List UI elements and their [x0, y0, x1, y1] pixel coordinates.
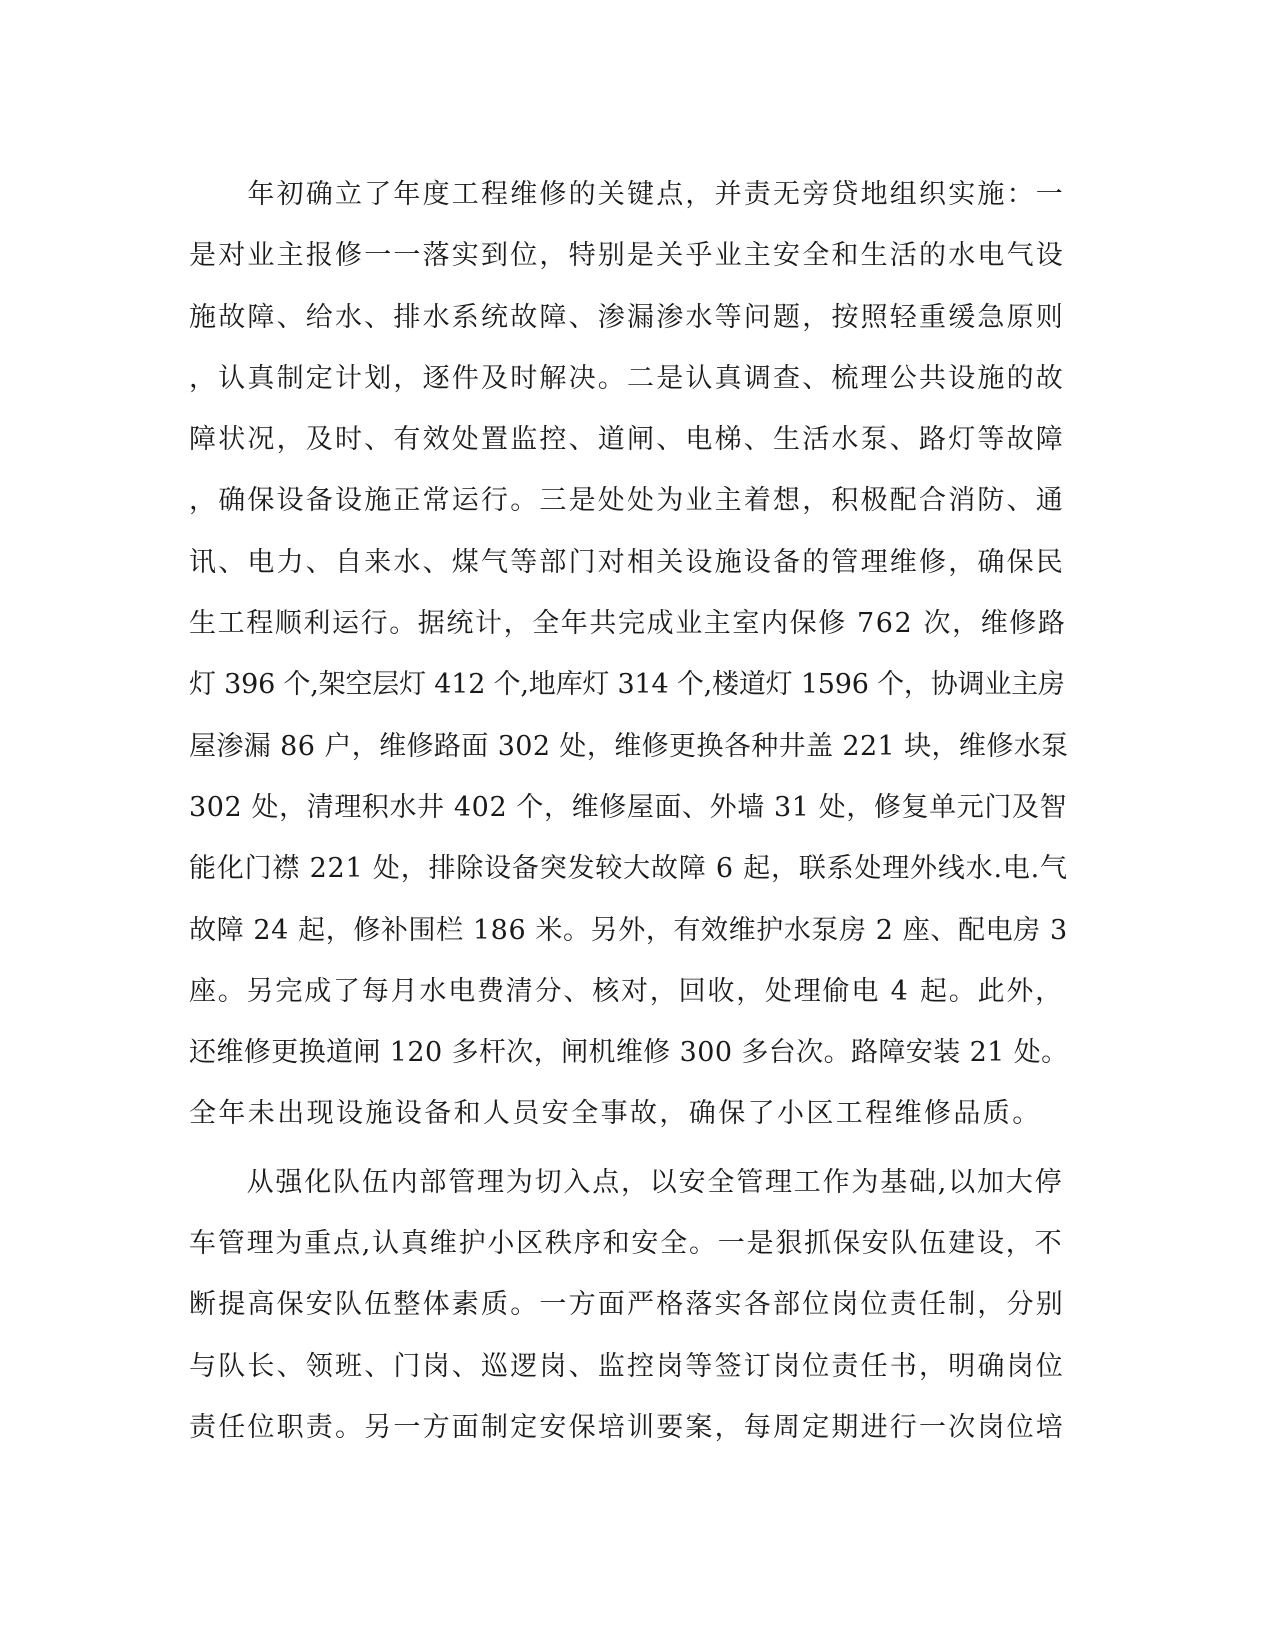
paragraph-line: 还维修更换道闸 120 多杆次，闸机维修 300 多台次。路障安装 21 处。: [189, 1037, 1069, 1069]
paragraph-line: 屋渗漏 86 户，维修路面 302 处，维修更换各种井盖 221 块，维修水泵: [189, 730, 1069, 762]
paragraph-line: 302 处，清理积水井 402 个，维修屋面、外墙 31 处，修复单元门及智: [189, 791, 1068, 823]
paragraph-line: 是对业主报修一一落实到位，特别是关乎业主安全和生活的水电气设: [189, 240, 1065, 272]
paragraph-line: 车管理为重点,认真维护小区秩序和安全。一是狠抓保安队伍建设，不: [189, 1228, 1064, 1260]
paragraph-spacer: [189, 1145, 1069, 1152]
paragraph-line: 生工程顺利运行。据统计，全年共完成业主室内保修 762 次，维修路: [189, 608, 1067, 640]
paragraph-line: 能化门襟 221 处，排除设备突发较大故障 6 起，联系处理外线水.电.气: [189, 853, 1068, 885]
paragraph-engineering-maintenance: [189, 164, 1069, 1145]
paragraph-line: 故障 24 起，修补围栏 186 米。另外，有效维护水泵房 2 座、配电房 3: [189, 914, 1068, 946]
paragraph-line: 责任位职责。另一方面制定安保培训要案，每周定期进行一次岗位培: [189, 1411, 1065, 1443]
paragraph-security-management: [189, 1152, 1069, 1458]
paragraph-line: ，确保设备设施正常运行。三是处处为业主着想，积极配合消防、通: [189, 485, 1065, 517]
document-body: [189, 164, 1069, 1458]
paragraph-line: 施故障、给水、排水系统故障、渗漏渗水等问题，按照轻重缓急原则: [189, 301, 1065, 333]
paragraph-line: 灯 396 个,架空层灯 412 个,地库灯 314 个,楼道灯 1596 个，协调业主房: [189, 669, 1065, 701]
paragraph-line: 与队长、领班、门岗、巡逻岗、监控岗等签订岗位责任书，明确岗位: [189, 1350, 1065, 1382]
paragraph-line: 断提高保安队伍整体素质。一方面严格落实各部位岗位责任制，分别: [189, 1289, 1065, 1321]
paragraph-line: 年初确立了年度工程维修的关键点，并责无旁贷地组织实施：一: [189, 179, 1065, 210]
paragraph-line: 讯、电力、自来水、煤气等部门对相关设施设备的管理维修，确保民: [189, 546, 1065, 578]
paragraph-line: ，认真制定计划，逐件及时解决。二是认真调查、梳理公共设施的故: [189, 362, 1065, 394]
paragraph-line: 障状况，及时、有效处置监控、道闸、电梯、生活水泵、路灯等故障: [189, 424, 1065, 456]
paragraph-line: 从强化队伍内部管理为切入点，以安全管理工作为基础,以加大停: [189, 1166, 1064, 1198]
paragraph-line: 全年未出现设施设备和人员安全事故，确保了小区工程维修品质。: [189, 1098, 1042, 1130]
paragraph-line: 座。另完成了每月水电费清分、核对，回收，处理偷电 4 起。此外，: [189, 975, 1064, 1007]
